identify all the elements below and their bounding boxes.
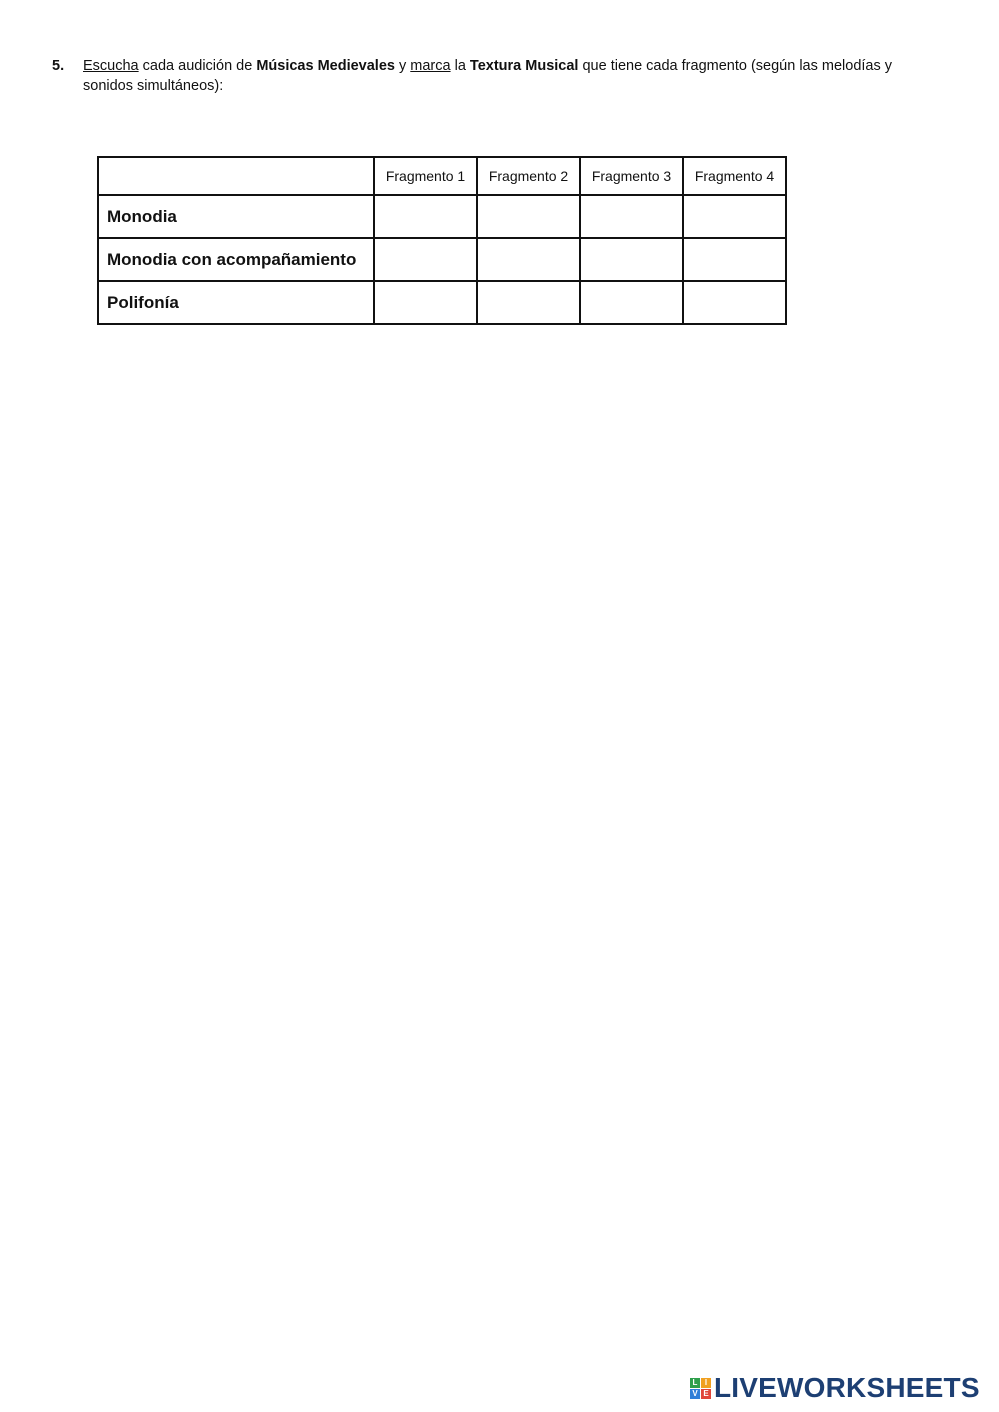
logo-mark-letter: I (701, 1378, 711, 1388)
answer-cell-acompanamiento-fragment-3[interactable] (580, 238, 683, 281)
header-fragment-3: Fragmento 3 (580, 157, 683, 195)
logo-mark-letter: V (690, 1389, 700, 1399)
row-label-monodia-con-acompanamiento: Monodia con acompañamiento (98, 238, 374, 281)
texture-answer-table (97, 156, 787, 325)
answer-cell-acompanamiento-fragment-4[interactable] (683, 238, 786, 281)
table-header-row (98, 157, 786, 195)
topic-musical-texture: Textura Musical (469, 58, 579, 74)
header-fragment-2: Fragmento 2 (477, 157, 580, 195)
topic-medieval-music: Músicas Medievales (256, 58, 395, 74)
question-text-part: que tiene cada fragmento (según las melodías y sonidos simultáneos): (83, 58, 893, 94)
question-text-part: y (394, 58, 411, 74)
header-corner-cell (98, 157, 374, 195)
liveworksheets-logo-icon (690, 1378, 711, 1399)
row-label-monodia: Monodia (98, 195, 374, 238)
answer-cell-monodia-fragment-1[interactable] (374, 195, 477, 238)
answer-cell-polifonia-fragment-4[interactable] (683, 281, 786, 324)
table-row-polifonia (98, 281, 786, 324)
header-fragment-4: Fragmento 4 (683, 157, 786, 195)
answer-cell-monodia-fragment-3[interactable] (580, 195, 683, 238)
question-text (83, 56, 942, 96)
answer-cell-polifonia-fragment-2[interactable] (477, 281, 580, 324)
logo-mark-letter: L (690, 1378, 700, 1388)
instruction-verb-listen: Escucha (83, 58, 139, 74)
answer-cell-acompanamiento-fragment-1[interactable] (374, 238, 477, 281)
answer-cell-polifonia-fragment-3[interactable] (580, 281, 683, 324)
answer-cell-polifonia-fragment-1[interactable] (374, 281, 477, 324)
table-row-monodia-con-acompanamiento (98, 238, 786, 281)
liveworksheets-logo[interactable] (690, 1372, 980, 1404)
question-text-part: cada audición de (138, 58, 257, 74)
row-label-polifonia: Polifonía (98, 281, 374, 324)
liveworksheets-logo-text: LIVEWORKSHEETS (714, 1372, 980, 1403)
answer-cell-acompanamiento-fragment-2[interactable] (477, 238, 580, 281)
instruction-verb-mark: marca (410, 58, 451, 74)
question-number: 5. (52, 58, 65, 74)
answer-cell-monodia-fragment-4[interactable] (683, 195, 786, 238)
logo-mark-letter: E (701, 1389, 711, 1399)
question-text-part: la (450, 58, 470, 74)
question-5 (52, 56, 942, 96)
table-row-monodia (98, 195, 786, 238)
header-fragment-1: Fragmento 1 (374, 157, 477, 195)
answer-cell-monodia-fragment-2[interactable] (477, 195, 580, 238)
